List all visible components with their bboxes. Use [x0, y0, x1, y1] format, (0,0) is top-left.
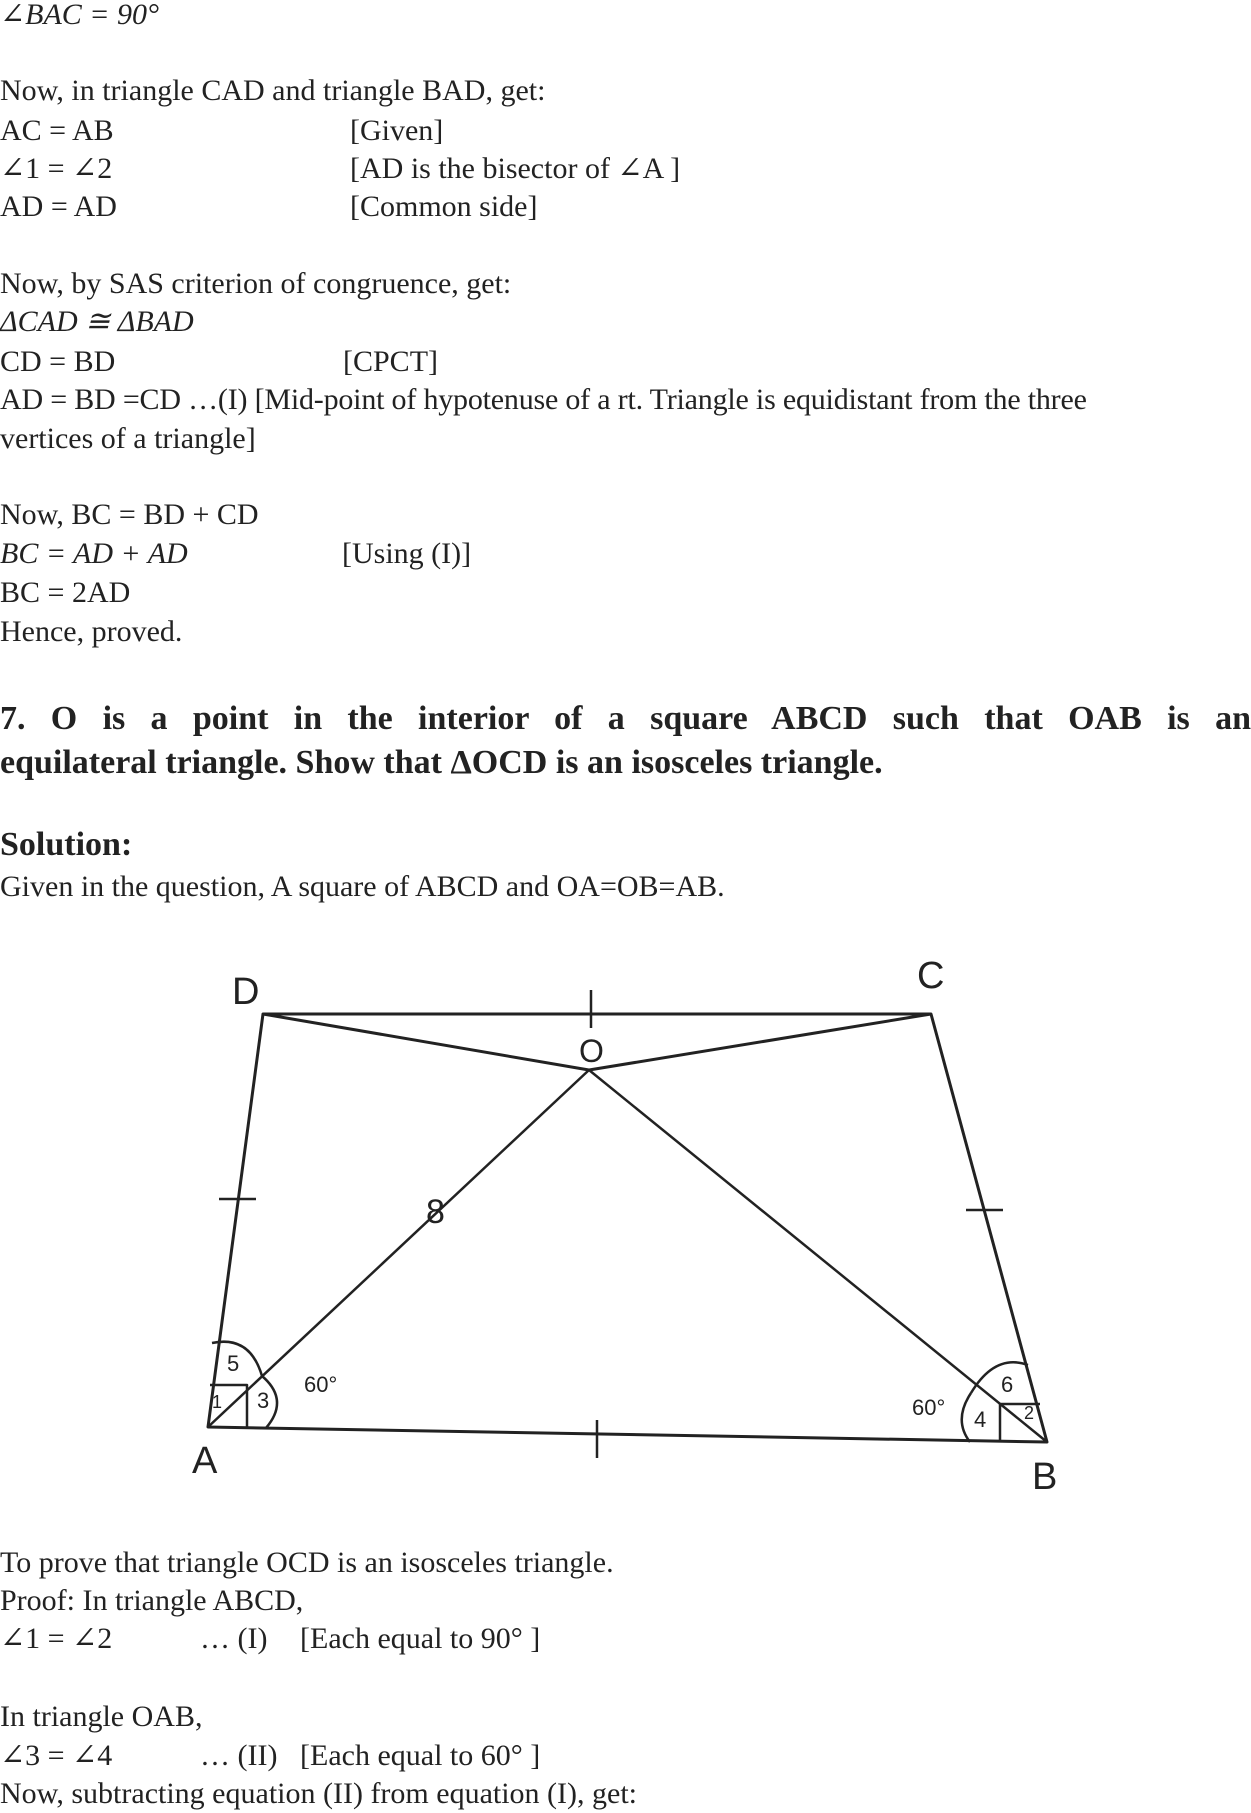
solution-heading: Solution: — [0, 826, 133, 863]
text-line: Now, by SAS criterion of congruence, get: — [0, 267, 512, 300]
text-line: AD = BD =CD …(I) [Mid-point of hypotenuse of a rt. Triangle is equidistant from the three — [0, 383, 1087, 416]
reason: [Each equal to 60° ] — [300, 1739, 541, 1772]
text-line: Hence, proved. — [0, 615, 183, 648]
angle-label-60-right: 60° — [912, 1395, 946, 1420]
statement: ∠1 = ∠2 — [0, 1622, 113, 1655]
text-line: Now, BC = BD + CD — [0, 498, 259, 531]
statement: AD = AD — [0, 190, 117, 223]
segment-od — [263, 1014, 589, 1070]
reason: [Each equal to 90° ] — [300, 1622, 541, 1655]
segment-label-s: 8 — [426, 1193, 445, 1231]
equation: ΔCAD ≅ ΔBAD — [0, 305, 194, 338]
vertex-label-a: A — [192, 1440, 218, 1482]
text-line: BC = 2AD — [0, 576, 131, 609]
angle-arc-4 — [962, 1393, 971, 1442]
angle-label-1: 1 — [212, 1392, 223, 1412]
vertex-label-b: B — [1032, 1456, 1058, 1498]
statement: AC = AB — [0, 114, 114, 147]
segment-oa — [208, 1070, 589, 1427]
angle-label-4: 4 — [974, 1407, 987, 1432]
angle-label-6: 6 — [1001, 1372, 1014, 1397]
text-line: Now, in triangle CAD and triangle BAD, get: — [0, 74, 546, 107]
angle-label-5: 5 — [227, 1351, 240, 1376]
question-line: 7. O is a point in the interior of a square ABCD such that OAB is an — [0, 700, 1251, 737]
reason: [Using (I)] — [342, 537, 472, 570]
segment-oc — [589, 1014, 931, 1070]
statement: ∠3 = ∠4 — [0, 1739, 113, 1772]
vertex-label-d: D — [232, 971, 260, 1013]
reason: [Given] — [350, 114, 444, 147]
text-line: In triangle OAB, — [0, 1700, 203, 1733]
text-line: Now, subtracting equation (II) from equation (I), get: — [0, 1777, 638, 1810]
statement: CD = BD — [0, 345, 116, 378]
text-line: To prove that triangle OCD is an isosceles triangle. — [0, 1546, 614, 1579]
equation-ref: … (I) — [200, 1622, 268, 1655]
statement: BC = AD + AD — [0, 537, 188, 570]
reason: [AD is the bisector of ∠A ] — [350, 152, 681, 185]
text-line: Given in the question, A square of ABCD and OA=OB=AB. — [0, 870, 725, 903]
equation: ∠BAC = 90° — [0, 0, 160, 31]
statement: ∠1 = ∠2 — [0, 152, 113, 185]
reason: [CPCT] — [343, 345, 439, 378]
reason: [Common side] — [350, 190, 538, 223]
vertex-label-c: C — [917, 955, 945, 997]
segment-ob — [589, 1070, 1047, 1442]
equation-ref: … (II) — [200, 1739, 278, 1772]
question-line: equilateral triangle. Show that ΔOCD is an isosceles triangle. — [0, 744, 883, 781]
vertex-label-o: O — [579, 1033, 604, 1069]
statement-row — [0, 1737, 541, 1775]
angle-label-2: 2 — [1024, 1403, 1035, 1423]
angle-label-3: 3 — [257, 1388, 270, 1413]
text-line: vertices of a triangle] — [0, 422, 256, 455]
statement-row — [0, 1620, 541, 1658]
angle-label-60-left: 60° — [304, 1372, 338, 1397]
text-line: Proof: In triangle ABCD, — [0, 1584, 304, 1617]
